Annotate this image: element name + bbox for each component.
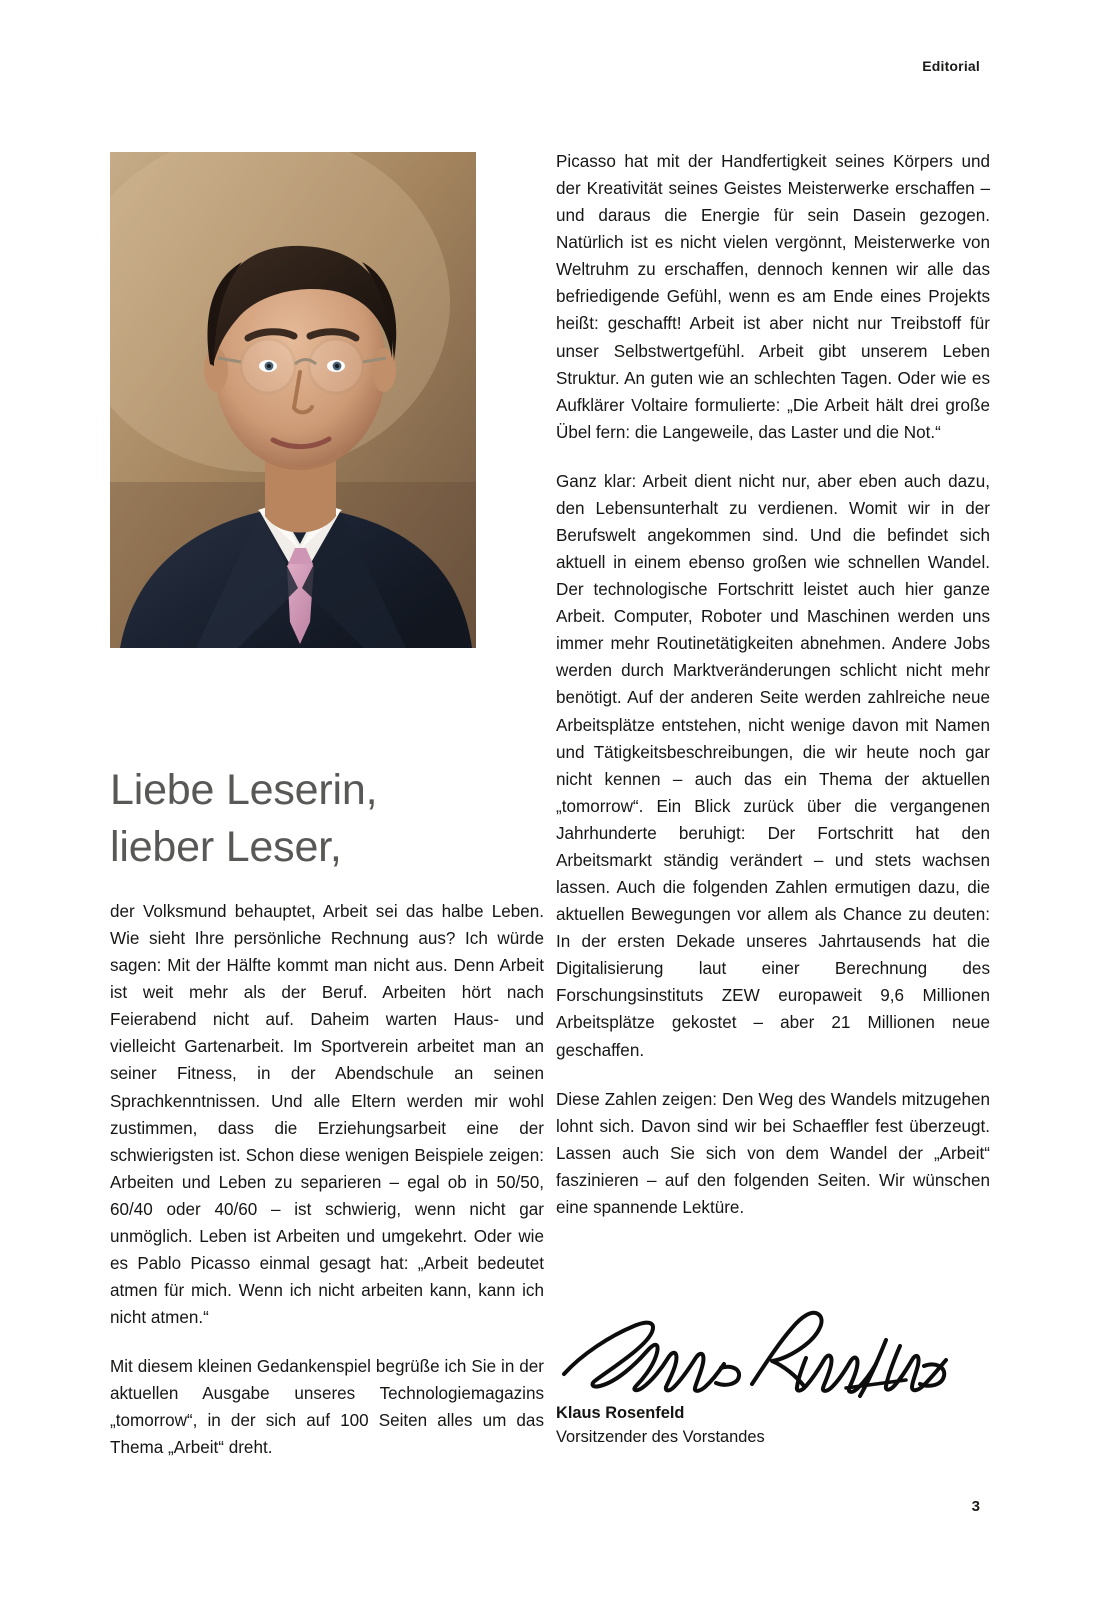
- right-column-paragraph-1: Picasso hat mit der Handfertigkeit seines Körpers und der Kreativität seines Geistes Meisterwerke erschaffen – und daraus die Energie für sein Dasein gezogen. Natürlich ist es nicht vielen vergönnt, Meisterwerke von Weltruhm zu erschaffen, dennoch kennen wir alle das befriedigende Gefühl, wenn es am Ende eines Projekts heißt: geschafft! Arbeit ist aber nicht nur Treibstoff für unser Selbstwertgefühl. Arbeit gibt unserem Leben Struktur. An guten wie an schlechten Tagen. Oder wie es Aufklärer Voltaire formulierte: „Die Arbeit hält drei große Übel fern: die Langeweile, das Laster und die Not.“: [556, 152, 990, 442]
- page-title: [110, 762, 550, 876]
- right-column-paragraph-2: Ganz klar: Arbeit dient nicht nur, aber eben auch dazu, den Lebensunterhalt zu verdienen. Womit wir in der Berufswelt angekommen sind. Und die befindet sich aktuell in einem ebenso großen wie schnellen Wandel. Der technologische Fortschritt leistet auch hier ganze Arbeit. Computer, Roboter und Maschinen werden uns immer mehr Routinetätigkeiten abnehmen. Andere Jobs werden durch Marktveränderungen schlicht nicht mehr benötigt. Auf der anderen Seite werden zahlreiche neue Arbeitsplätze entstehen, nicht wenige davon mit Namen und Tätigkeitsbeschreibungen, die wir heute noch gar nicht kennen – auch das ein Thema der aktuellen „tomorrow“. Ein Blick zurück über die vergangenen Jahrhunderte beruhigt: Der Fortschritt hat den Arbeitsmarkt ständig verändert – und stets wachsen lassen. Auch die folgenden Zahlen ermutigen dazu, die aktuellen Bewegungen vor allem als Chance zu deuten: In der ersten Dekade unseres Jahrtausends hat die Digitalisierung laut einer Berechnung des Forschungsinstituts ZEW europaweit 9,6 Millionen Arbeitsplätze gekostet – aber 21 Millionen neue geschaffen.: [556, 471, 990, 1060]
- left-column: [110, 898, 544, 1462]
- left-column-paragraph-1: der Volksmund behauptet, Arbeit sei das halbe Leben. Wie sieht Ihre persönliche Rechnung aus? Ich würde sagen: Mit der Hälfte kommt man nicht aus. Denn Arbeit ist weit mehr als der Beruf. Arbeiten hört nach Feierabend nicht auf. Daheim warten Haus- und vielleicht Gartenarbeit. Im Sportverein arbeitet man an seiner Fitness, in der Abendschule an seinen Sprachkenntnissen. Und alle Eltern werden mir wohl zustimmen, dass die Erziehungsarbeit eine der schwierigsten ist. Schon diese wenigen Beispiele zeigen: Arbeiten und Leben zu separieren – egal ob in 50/50, 60/40 oder 40/60 – ist schwierig, wenn nicht gar unmöglich. Leben ist Arbeiten und umgekehrt. Oder wie es Pablo Picasso einmal gesagt hat: „Arbeit bedeutet atmen für mich. Wenn ich nicht arbeiten kann, kann ich nicht atmen.“: [110, 902, 544, 1328]
- right-column: [556, 148, 990, 1221]
- running-head: Editorial: [922, 58, 980, 74]
- page-title-line-1: Liebe Leserin,: [110, 766, 378, 814]
- portrait-photo: [110, 152, 476, 648]
- signature-role: Vorsitzender des Vorstandes: [556, 1427, 765, 1446]
- page-title-line-2: lieber Leser,: [110, 822, 342, 871]
- signature-name: Klaus Rosenfeld: [556, 1404, 685, 1422]
- right-column-paragraph-3: Diese Zahlen zeigen: Den Weg des Wandels mitzugehen lohnt sich. Davon sind wir bei Schaeffler fest überzeugt. Lassen auch Sie sich von dem Wandel der „Arbeit“ faszinieren – auf den folgenden Seiten. Wir wünschen eine spannende Lektüre.: [556, 1089, 990, 1217]
- signature-icon: [556, 1288, 956, 1400]
- signature-block: [556, 1288, 996, 1450]
- page-number: 3: [971, 1498, 980, 1515]
- left-column-paragraph-2: Mit diesem kleinen Gedankenspiel begrüße ich Sie in der aktuellen Ausgabe unseres Technologiemagazins „tomorrow“, in der sich auf 100 Seiten alles um das Thema „Arbeit“ dreht.: [110, 1357, 544, 1458]
- portrait-illustration: [110, 152, 476, 648]
